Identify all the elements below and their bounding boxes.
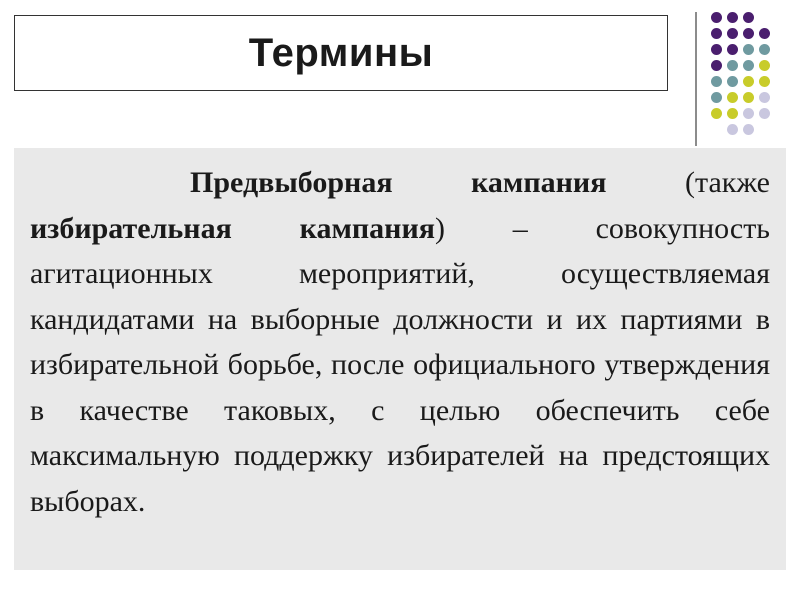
decorative-dot — [711, 44, 722, 55]
decorative-dot — [711, 108, 722, 119]
decorative-dot — [743, 12, 754, 23]
decorative-dot — [743, 92, 754, 103]
decorative-dot — [743, 124, 754, 135]
decorative-dot — [743, 76, 754, 87]
decorative-dot — [711, 60, 722, 71]
decorative-dot-grid — [711, 12, 775, 128]
decorative-dot — [759, 28, 770, 39]
decorative-dot — [759, 44, 770, 55]
title-box — [14, 15, 668, 91]
decorative-dot — [727, 28, 738, 39]
term-bold: Предвыборная кампания — [190, 166, 607, 199]
definition-panel — [14, 148, 786, 570]
paren-open-text: (также — [606, 166, 770, 199]
definition-paragraph — [30, 160, 770, 524]
decorative-dot — [759, 60, 770, 71]
decorative-dot — [759, 108, 770, 119]
decorative-dot — [743, 60, 754, 71]
decorative-dot — [711, 92, 722, 103]
decorative-dot — [743, 28, 754, 39]
decorative-dot — [727, 60, 738, 71]
slide-title: Термины — [248, 30, 434, 75]
alt-term-bold: избирательная кампания — [30, 211, 435, 245]
decorative-dot — [727, 44, 738, 55]
decorative-dot — [727, 108, 738, 119]
decorative-dot — [727, 124, 738, 135]
decorative-dot — [759, 92, 770, 103]
decorative-dot — [743, 108, 754, 119]
decorative-dot — [727, 76, 738, 87]
decorative-dot — [759, 76, 770, 87]
decorative-dot — [727, 92, 738, 103]
definition-text: ) – совокупность агитационных мероприятий, осуществляемая кандидатами на выборные должности и их партиями в избирательной борьбе, после официального утверждения в качестве таковых, с целью обеспечить себе максимальную поддержку избирателей на предстоящих выборах. — [30, 211, 770, 518]
decorative-dot — [711, 76, 722, 87]
vertical-divider — [695, 12, 697, 146]
decorative-dot — [727, 12, 738, 23]
decorative-dot — [743, 44, 754, 55]
decorative-dot — [711, 12, 722, 23]
decorative-dot — [711, 28, 722, 39]
